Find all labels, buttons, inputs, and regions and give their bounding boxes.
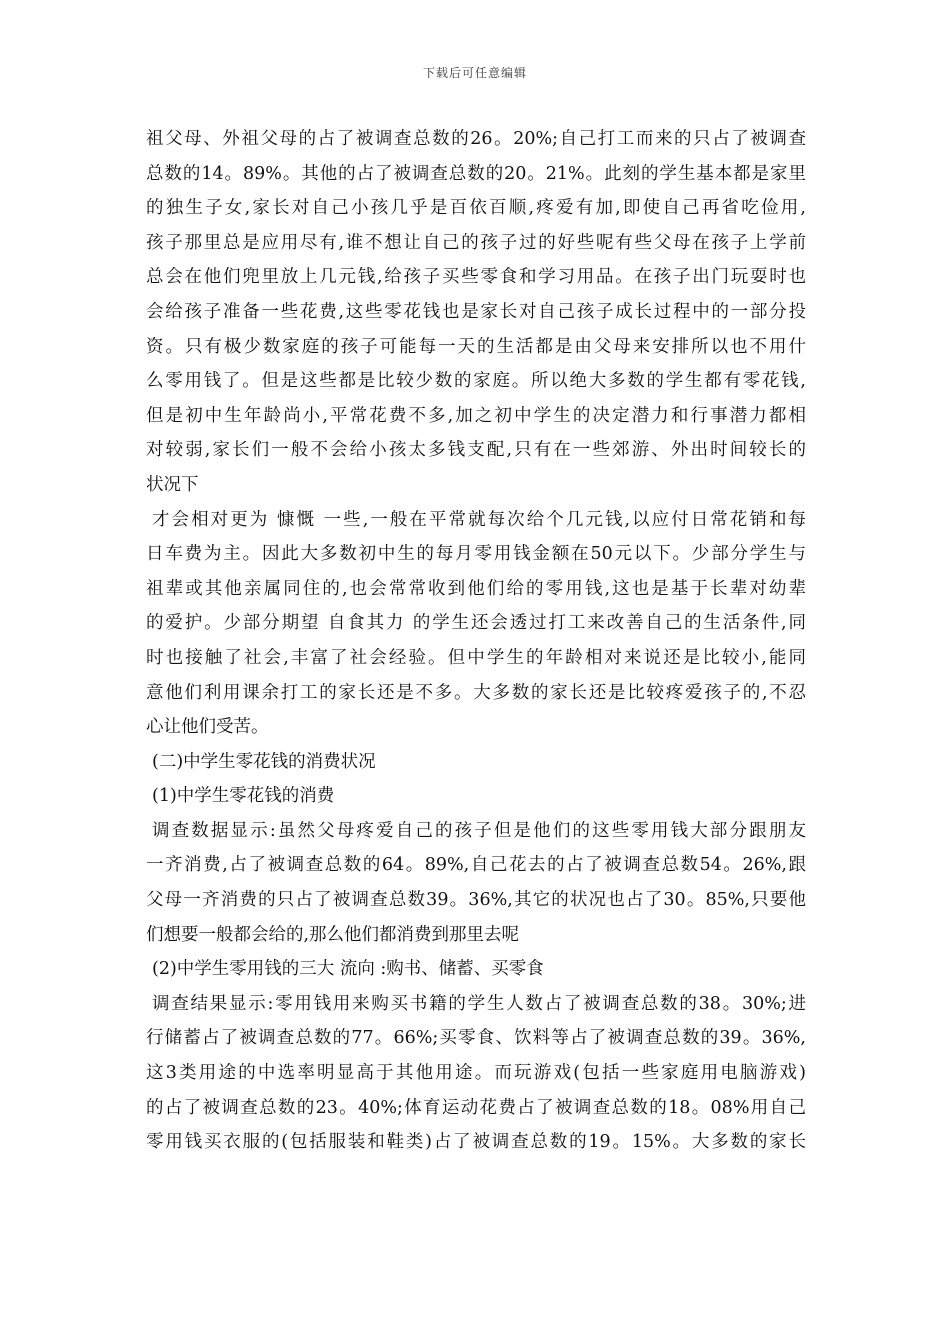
text-line: 总数的14。89%。其他的占了被调查总数的20。21%。此刻的学生基本都是家里 bbox=[146, 163, 806, 184]
text-line: 时也接触了社会,丰富了社会经验。但中学生的年龄相对来说还是比较小,能同 bbox=[146, 647, 806, 668]
text-line: (2)中学生零用钱的三大 流向 :购书、储蓄、买零食 bbox=[152, 959, 544, 980]
text-line: 会给孩子准备一些花费,这些零花钱也是家长对自己孩子成长过程中的一部分投 bbox=[146, 301, 806, 322]
text-line: 孩子那里总是应用尽有,谁不想让自己的孩子过的好些呢有些父母在孩子上学前 bbox=[146, 232, 806, 253]
text-line: 才会相对更为 慷慨 一些,一般在平常就每次给个几元钱,以应付日常花销和每 bbox=[152, 509, 806, 530]
document-body bbox=[146, 122, 806, 1160]
page-header: 下载后可任意编辑 bbox=[422, 66, 527, 80]
text-line: 的独生子女,家长对自己小孩几乎是百依百顺,疼爱有加,即使自己再省吃俭用, bbox=[146, 198, 806, 219]
text-line: 这3类用途的中选率明显高于其他用途。而玩游戏(包括一些家庭用电脑游戏) bbox=[146, 1063, 806, 1084]
text-line: 调查数据显示:虽然父母疼爱自己的孩子但是他们的这些零用钱大部分跟朋友 bbox=[152, 820, 806, 841]
text-line: 意他们利用课余打工的家长还是不多。大多数的家长还是比较疼爱孩子的,不忍 bbox=[146, 682, 806, 703]
text-line: 总会在他们兜里放上几元钱,给孩子买些零食和学习用品。在孩子出门玩耍时也 bbox=[146, 267, 806, 288]
text-line: 们想要一般都会给的,那么他们都消费到那里去呢 bbox=[146, 924, 520, 945]
text-line: 的占了被调查总数的23。40%;体育运动花费占了被调查总数的18。08%用自己 bbox=[146, 1097, 806, 1118]
text-line: 心让他们受苦。 bbox=[146, 717, 269, 738]
text-line: 但是初中生年龄尚小,平常花费不多,加之初中学生的决定潜力和行事潜力都相 bbox=[146, 405, 806, 426]
text-line: (1)中学生零花钱的消费 bbox=[152, 786, 335, 807]
text-line: 日车费为主。因此大多数初中生的每月零用钱金额在50元以下。少部分学生与 bbox=[146, 544, 806, 565]
text-line: 调查结果显示:零用钱用来购买书籍的学生人数占了被调查总数的38。30%;进 bbox=[152, 993, 806, 1014]
text-line: 么零用钱了。但是这些都是比较少数的家庭。所以绝大多数的学生都有零花钱, bbox=[146, 371, 806, 392]
text-line: 祖辈或其他亲属同住的,也会常常收到他们给的零用钱,这也是基于长辈对幼辈 bbox=[146, 578, 806, 599]
text-line: 资。只有极少数家庭的孩子可能每一天的生活都是由父母来安排所以也不用什 bbox=[146, 336, 806, 357]
text-line: 状况下 bbox=[146, 474, 199, 495]
text-line: 一齐消费,占了被调查总数的64。89%,自己花去的占了被调查总数54。26%,跟 bbox=[146, 855, 806, 876]
text-line: 的爱护。少部分期望 自食其力 的学生还会透过打工来改善自己的生活条件,同 bbox=[146, 613, 806, 634]
text-line: 对较弱,家长们一般不会给小孩太多钱支配,只有在一些郊游、外出时间较长的 bbox=[146, 440, 806, 461]
text-line: (二)中学生零花钱的消费状况 bbox=[152, 751, 376, 772]
text-line: 行储蓄占了被调查总数的77。66%;买零食、饮料等占了被调查总数的39。36%, bbox=[146, 1028, 806, 1049]
text-line: 零用钱买衣服的(包括服装和鞋类)占了被调查总数的19。15%。大多数的家长 bbox=[146, 1132, 806, 1153]
text-line: 祖父母、外祖父母的占了被调查总数的26。20%;自己打工而来的只占了被调查 bbox=[146, 129, 806, 149]
text-line: 父母一齐消费的只占了被调查总数39。36%,其它的状况也占了30。85%,只要他 bbox=[146, 890, 806, 911]
